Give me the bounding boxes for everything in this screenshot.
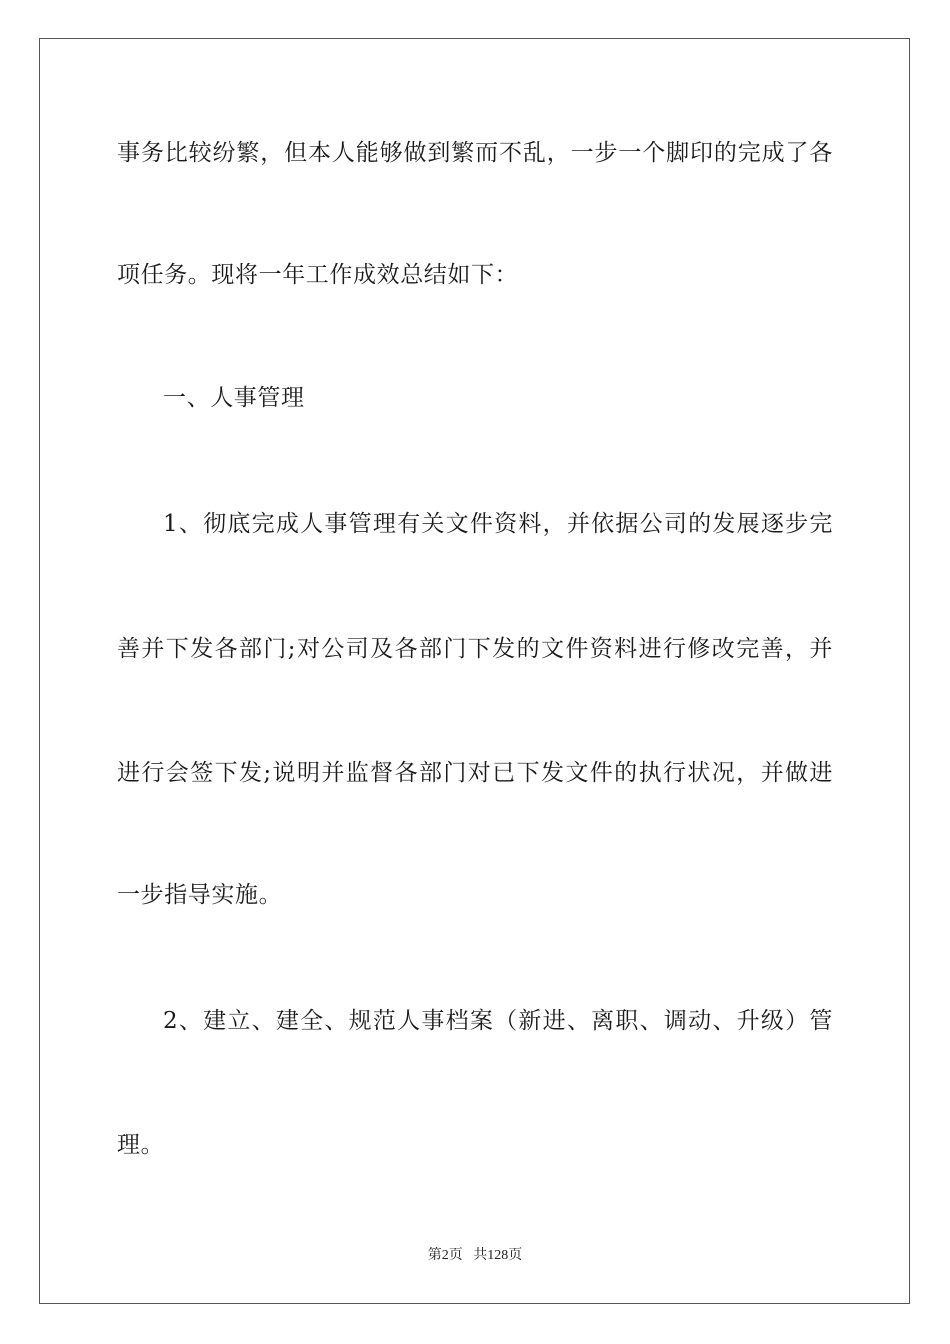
section-heading: 一、人事管理 bbox=[163, 385, 305, 411]
body-line-7: 2、建立、建全、规范人事档案（新进、离职、调动、升级）管 bbox=[163, 1008, 833, 1034]
page-total: 共128页 bbox=[473, 1248, 523, 1263]
body-line-8: 理。 bbox=[117, 1132, 165, 1158]
page-footer bbox=[0, 1247, 950, 1265]
body-line-4: 善并下发各部门;对公司及各部门下发的文件资料进行修改完善，并 bbox=[117, 636, 833, 662]
body-line-1: 事务比较纷繁，但本人能够做到繁而不乱，一步一个脚印的完成了各 bbox=[117, 140, 833, 166]
page-number: 第2页 bbox=[427, 1248, 463, 1263]
body-line-5: 进行会签下发;说明并监督各部门对已下发文件的执行状况，并做进 bbox=[117, 760, 833, 786]
body-line-2: 项任务。现将一年工作成效总结如下： bbox=[117, 262, 519, 288]
body-line-6: 一步指导实施。 bbox=[117, 882, 283, 908]
body-line-3: 1、彻底完成人事管理有关文件资料，并依据公司的发展逐步完 bbox=[163, 511, 833, 537]
page-frame bbox=[39, 38, 910, 1304]
